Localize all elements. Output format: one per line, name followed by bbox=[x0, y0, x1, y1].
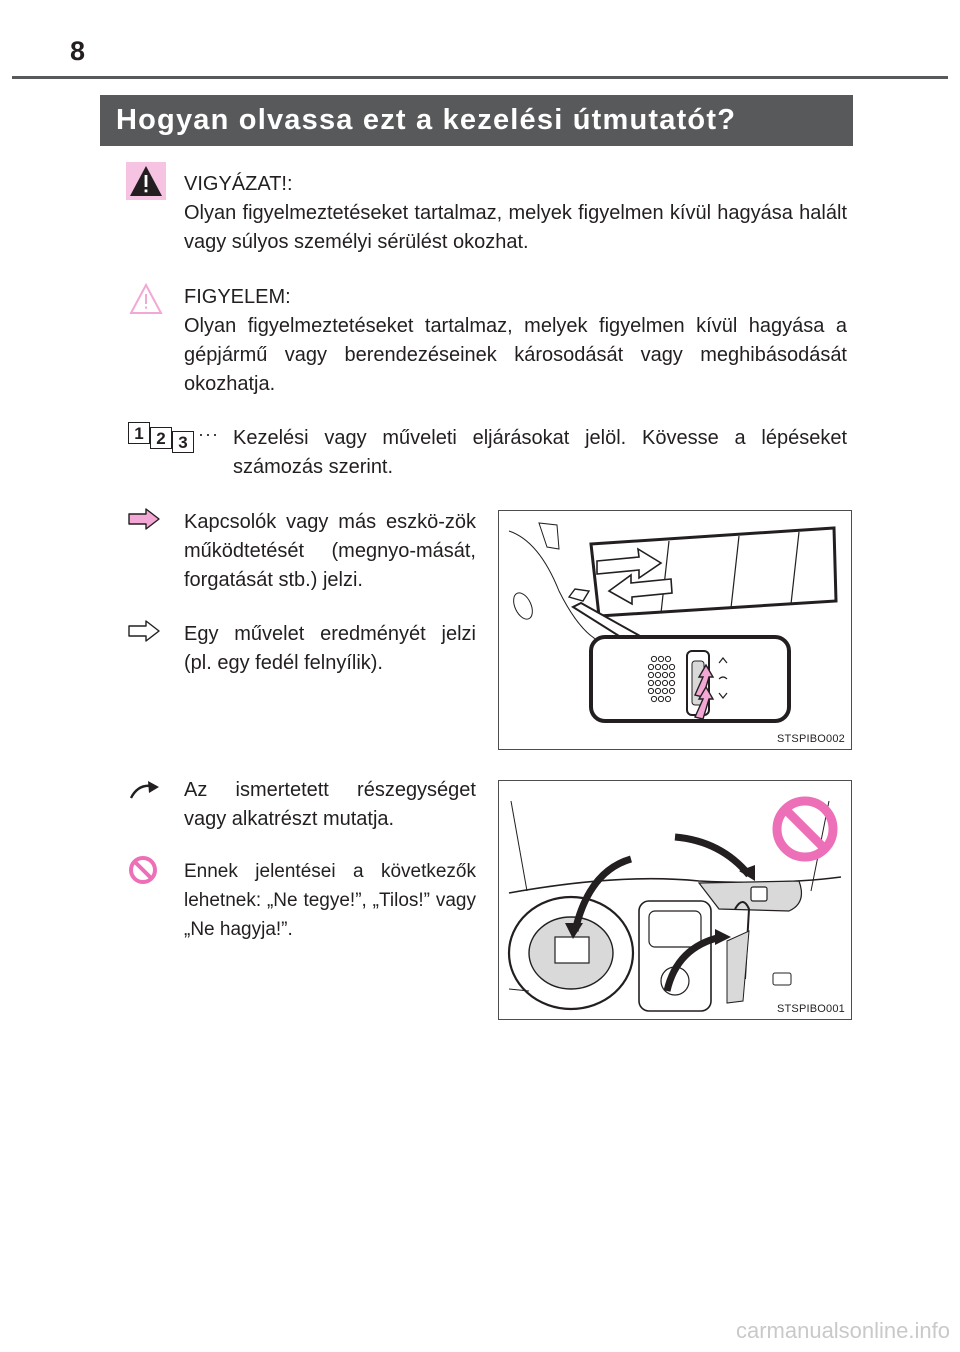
step-number-3: 3 bbox=[172, 431, 194, 453]
warning-triangle-icon bbox=[126, 162, 166, 200]
warning-text: Olyan figyelmeztetéseket tartalmaz, melyek figyelmen kívül hagyása halált vagy súlyos személyi sérülést okozhat. bbox=[184, 202, 847, 253]
step-number-2: 2 bbox=[150, 427, 172, 449]
step-number-1: 1 bbox=[128, 422, 150, 444]
dashboard-illustration bbox=[499, 781, 851, 1019]
operate-text: Kapcsolók vagy más eszkö-zök működtetését (megnyo-mását, forgatását stb.) jelzi. bbox=[184, 511, 476, 591]
curved-pointer-icon bbox=[128, 780, 160, 802]
notice-text: Olyan figyelmeztetéseket tartalmaz, melyek figyelmen kívül hagyása a gépjármű vagy berendezéseinek károsodását vagy meghibásodását okozhatja. bbox=[184, 315, 847, 395]
header-divider bbox=[12, 76, 948, 79]
result-text: Egy művelet eredményét jelzi (pl. egy fedél felnyílik). bbox=[184, 623, 476, 674]
filled-arrow-icon bbox=[128, 508, 160, 530]
outline-triangle-icon bbox=[128, 282, 164, 316]
prohibition-icon bbox=[128, 855, 158, 885]
sunroof-illustration bbox=[499, 511, 851, 749]
prohibited-text: Ennek jelentései a következők lehetnek: „Ne tegye!”, „Tilos!” vagy „Ne hagyja!”. bbox=[184, 861, 476, 940]
page-number: 8 bbox=[70, 36, 86, 66]
dashboard-figure-code: STSPIBO001 bbox=[776, 1003, 845, 1015]
page-title: Hogyan olvassa ezt a kezelési útmutatót? bbox=[100, 95, 853, 146]
sunroof-figure-code: STSPIBO002 bbox=[776, 733, 845, 745]
outline-arrow-icon bbox=[128, 620, 160, 642]
watermark: carmanualsonline.info bbox=[735, 1318, 950, 1343]
dashboard-figure bbox=[498, 780, 852, 1020]
steps-text: Kezelési vagy műveleti eljárásokat jelöl. Kövesse a lépéseket számozás szerint. bbox=[233, 427, 847, 478]
notice-label: FIGYELEM: bbox=[184, 286, 291, 308]
step-number-icons bbox=[128, 422, 228, 458]
step-ellipsis: ··· bbox=[198, 424, 219, 444]
pointer-text: Az ismertetett részegységet vagy alkatrészt mutatja. bbox=[184, 779, 476, 830]
warning-label: VIGYÁZAT!: bbox=[184, 173, 293, 195]
sunroof-switch-figure bbox=[498, 510, 852, 750]
